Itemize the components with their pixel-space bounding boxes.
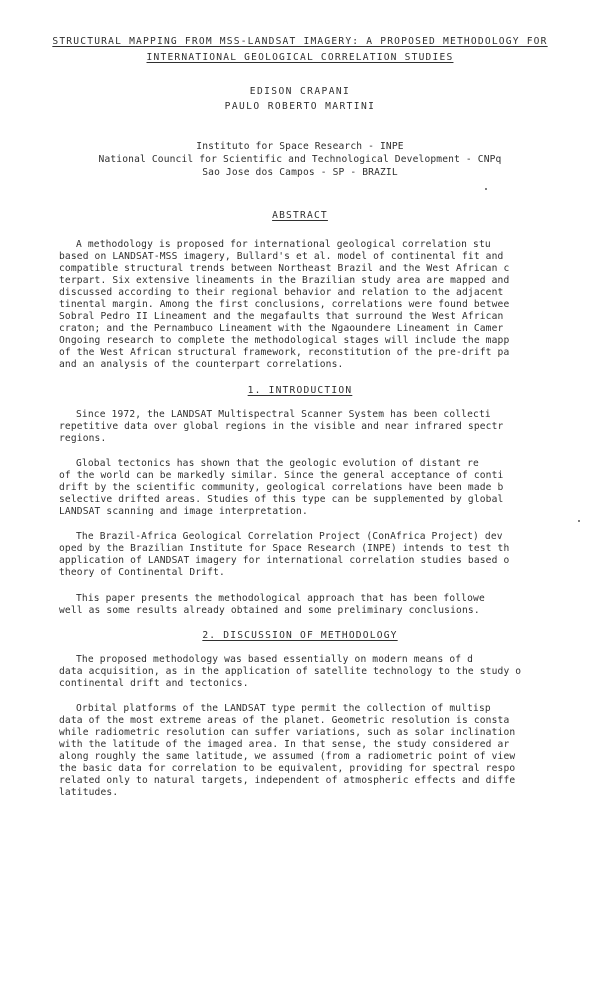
paragraph-line: application of LANDSAT imagery for international correlation studies based o (59, 555, 510, 566)
abstract-line: craton; and the Pernambuco Lineament with the Ngaoundere Lineament in Camer (59, 323, 504, 334)
paragraph-line: This paper presents the methodological approach that has been followe (76, 593, 485, 604)
paragraph-line: continental drift and tectonics. (59, 678, 249, 689)
paragraph-line: drift by the scientific community, geological correlations have been made b (59, 482, 504, 493)
abstract-line: based on LANDSAT-MSS imagery, Bullard's et al. model of continental fit and (59, 251, 504, 262)
paragraph-line: Orbital platforms of the LANDSAT type permit the collection of multisp (76, 703, 491, 714)
affiliation-line-1: Instituto for Space Research - INPE (196, 141, 404, 152)
paragraph-line: regions. (59, 433, 107, 444)
affiliation-line-3: Sao Jose dos Campos - SP - BRAZIL (202, 167, 398, 178)
abstract-line: Ongoing research to complete the methodological stages will include the mapp (59, 335, 510, 346)
paragraph-line: Global tectonics has shown that the geologic evolution of distant re (76, 458, 479, 469)
abstract-heading: ABSTRACT (272, 210, 328, 221)
abstract-line: tinental margin. Among the first conclusions, correlations were found betwee (59, 299, 510, 310)
paragraph-line: data of the most extreme areas of the planet. Geometric resolution is consta (59, 715, 510, 726)
paragraph-line: while radiometric resolution can suffer variations, such as solar inclination (59, 727, 516, 738)
paragraph-line: Since 1972, the LANDSAT Multispectral Scanner System has been collecti (76, 409, 491, 420)
abstract-line: compatible structural trends between Northeast Brazil and the West African c (59, 263, 510, 274)
abstract-line: Sobral Pedro II Lineament and the megafaults that surround the West African (59, 311, 504, 322)
abstract-line: discussed according to their regional behavior and relation to the adjacent (59, 287, 504, 298)
speck-mark (578, 520, 580, 522)
paragraph-line: the basic data for correlation to be equivalent, providing for spectral respo (59, 763, 516, 774)
paragraph-line: along roughly the same latitude, we assumed (from a radiometric point of view (59, 751, 516, 762)
paper-title-line-2: INTERNATIONAL GEOLOGICAL CORRELATION STUDIES (146, 52, 454, 63)
paragraph-line: oped by the Brazilian Institute for Space Research (INPE) intends to test th (59, 543, 510, 554)
abstract-line: and an analysis of the counterpart correlations. (59, 359, 344, 370)
affiliation-line-2: National Council for Scientific and Technological Development - CNPq (98, 154, 502, 165)
abstract-line: terpart. Six extensive lineaments in the Brazilian study area are mapped and (59, 275, 510, 286)
section-2-heading: 2. DISCUSSION OF METHODOLOGY (202, 630, 398, 641)
paper-title-line-1: STRUCTURAL MAPPING FROM MSS-LANDSAT IMAGERY: A PROPOSED METHODOLOGY FOR (52, 36, 548, 47)
paragraph-line: repetitive data over global regions in the visible and near infrared spectr (59, 421, 504, 432)
author-1: EDISON CRAPANI (249, 86, 351, 97)
paragraph-line: with the latitude of the imaged area. In that sense, the study considered ar (59, 739, 510, 750)
section-1-heading: 1. INTRODUCTION (247, 385, 353, 396)
paragraph-line: data acquisition, as in the application of satellite technology to the study o (59, 666, 522, 677)
speck-mark (485, 188, 487, 190)
abstract-line: A methodology is proposed for international geological correlation stu (76, 239, 491, 250)
paragraph-line: The Brazil-Africa Geological Correlation Project (ConAfrica Project) dev (76, 531, 503, 542)
paragraph-line: The proposed methodology was based essentially on modern means of d (76, 654, 474, 665)
paragraph-line: of the world can be markedly similar. Since the general acceptance of conti (59, 470, 504, 481)
paragraph-line: selective drifted areas. Studies of this type can be supplemented by global (59, 494, 504, 505)
author-2: PAULO ROBERTO MARTINI (224, 101, 376, 112)
paragraph-line: LANDSAT scanning and image interpretation. (59, 506, 308, 517)
paragraph-line: well as some results already obtained and some preliminary conclusions. (59, 605, 480, 616)
abstract-line: of the West African structural framework, reconstitution of the pre-drift pa (59, 347, 510, 358)
paragraph-line: theory of Continental Drift. (59, 567, 225, 578)
paragraph-line: related only to natural targets, independent of atmospheric effects and diffe (59, 775, 516, 786)
paragraph-line: latitudes. (59, 787, 119, 798)
